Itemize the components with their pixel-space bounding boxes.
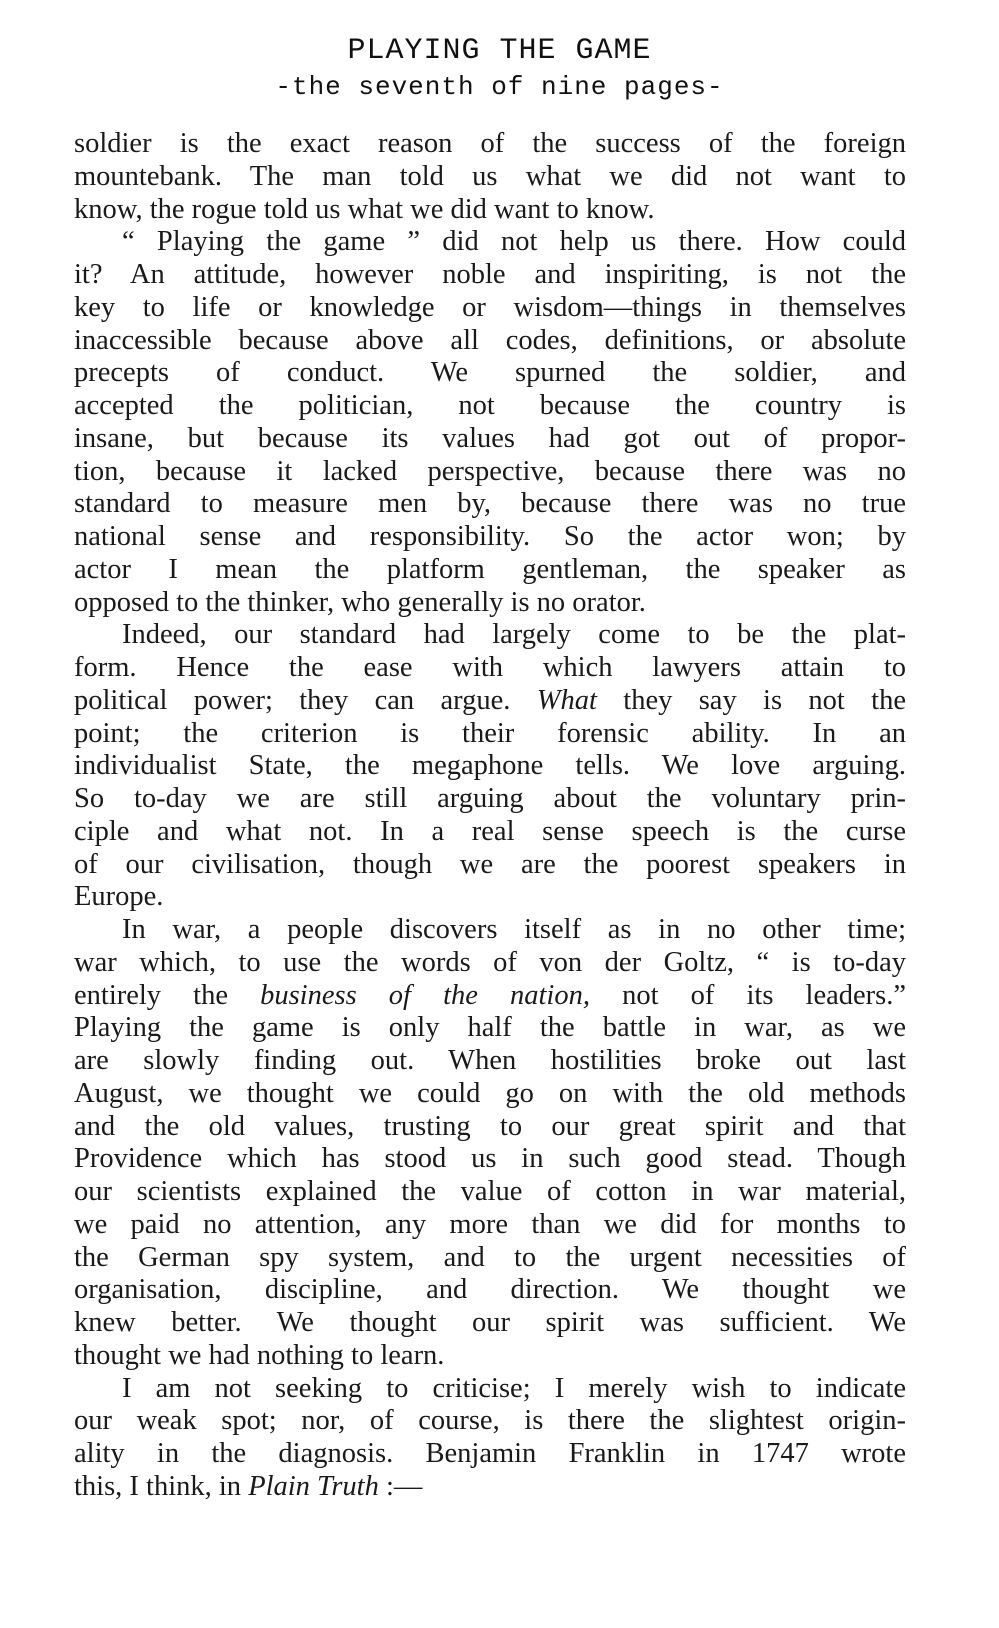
text-line — [74, 783, 906, 816]
text-segment: it? An attitude, however noble and inspiriting, is not the — [74, 259, 906, 290]
text-segment: the German spy system, and to the urgent necessities of — [74, 1241, 906, 1273]
text-line — [74, 292, 906, 325]
text-segment: precepts of conduct. We spurned the soldier, and — [74, 357, 906, 389]
text-line — [74, 1209, 906, 1242]
text-segment: organisation, discipline, and direction. We thought we — [74, 1274, 906, 1306]
text-segment: Providence which has stood us in such good stead. Though — [74, 1143, 906, 1175]
text-segment: individualist State, the megaphone tells. We love arguing. — [74, 750, 906, 782]
text-segment: Europe. — [74, 881, 164, 913]
text-line — [74, 1143, 906, 1176]
text-line — [74, 554, 906, 587]
text-line — [74, 652, 906, 685]
text-segment: ality in the diagnosis. Benjamin Franklin in 1747 wrote — [74, 1438, 906, 1469]
text-segment: soldier is the exact reason of the success of the foreign — [74, 128, 906, 159]
text-segment: of our civilisation, though we are the poorest speakers in — [74, 848, 906, 880]
text-segment: political power; they can argue. — [74, 684, 537, 716]
text-line — [74, 521, 906, 554]
text-line — [74, 1111, 906, 1144]
text-segment: opposed to the thinker, who generally is no orator. — [74, 586, 646, 618]
text-line — [74, 947, 906, 980]
italic-text: What — [536, 684, 597, 716]
text-segment: form. Hence the ease with which lawyers attain to — [74, 652, 906, 683]
text-segment: August, we thought we could go on with the old methods — [74, 1077, 906, 1109]
text-line — [74, 194, 906, 227]
text-line — [74, 849, 906, 882]
text-line — [74, 718, 906, 751]
text-segment: thought we had nothing to learn. — [74, 1339, 445, 1371]
text-line — [74, 750, 906, 783]
text-segment: I am not seeking to criticise; I merely wish to indicate — [122, 1372, 906, 1404]
text-line — [74, 1373, 906, 1406]
text-line — [74, 816, 906, 849]
text-line — [74, 1438, 906, 1471]
text-segment: knew better. We thought our spirit was sufficient. We — [74, 1307, 906, 1338]
text-segment: our scientists explained the value of cotton in war material, — [74, 1176, 906, 1207]
text-line — [74, 423, 906, 456]
text-segment: Playing the game is only half the battle in war, as we — [74, 1012, 906, 1044]
italic-text: business of the nation, — [260, 979, 590, 1011]
page-title: PLAYING THE GAME — [347, 34, 652, 68]
text-segment: “ Playing the game ” did not help us there. How could — [122, 226, 906, 258]
text-line — [74, 1045, 906, 1078]
text-segment: mountebank. The man told us what we did not want to — [74, 160, 906, 192]
text-line — [74, 1405, 906, 1438]
text-line — [74, 1176, 906, 1209]
text-segment: Indeed, our standard had largely come to be the plat- — [122, 619, 906, 651]
text-segment: accepted the politician, not because the country is — [74, 390, 906, 421]
text-line — [74, 1274, 906, 1307]
text-line — [74, 259, 906, 292]
article-body — [74, 128, 906, 1504]
text-segment: point; the criterion is their forensic ability. In an — [74, 717, 906, 749]
text-segment: national sense and responsibility. So the actor won; by — [74, 521, 906, 552]
text-line — [74, 980, 906, 1013]
page-subtitle: -the seventh of nine pages- — [275, 72, 724, 102]
text-line — [74, 226, 906, 259]
text-segment: they say is not the — [596, 684, 906, 716]
text-segment: and the old values, trusting to our great spirit and that — [74, 1110, 906, 1142]
text-segment: war which, to use the words of von der Goltz, “ is to-day — [74, 946, 906, 978]
text-line — [74, 161, 906, 194]
text-line — [74, 325, 906, 358]
text-line — [74, 390, 906, 423]
text-segment: are slowly finding out. When hostilities broke out last — [74, 1045, 906, 1076]
text-line — [74, 456, 906, 489]
text-segment: key to life or knowledge or wisdom—things in themselves — [74, 291, 906, 323]
text-segment: standard to measure men by, because there was no true — [74, 488, 906, 520]
text-line — [74, 914, 906, 947]
text-segment: entirely the — [74, 979, 261, 1011]
text-line — [74, 1242, 906, 1275]
text-line — [74, 1471, 906, 1504]
italic-text: Plain Truth — [248, 1470, 379, 1502]
text-segment: ciple and what not. In a real sense speech is the curse — [74, 815, 906, 847]
text-segment: tion, because it lacked perspective, because there was no — [74, 455, 906, 487]
text-segment: know, the rogue told us what we did want to know. — [74, 193, 655, 225]
text-segment: actor I mean the platform gentleman, the speaker as — [74, 553, 906, 585]
text-line — [74, 1078, 906, 1111]
text-segment: not of its leaders.” — [589, 979, 906, 1011]
text-segment: So to-day we are still arguing about the voluntary prin- — [74, 783, 906, 814]
text-segment: In war, a people discovers itself as in no other time; — [122, 914, 906, 945]
text-line — [74, 1307, 906, 1340]
text-line — [74, 357, 906, 390]
text-segment: insane, but because its values had got out of propor- — [74, 422, 906, 454]
text-line — [74, 128, 906, 161]
text-line — [74, 685, 906, 718]
text-segment: this, I think, in — [74, 1470, 249, 1502]
text-segment: inaccessible because above all codes, definitions, or absolute — [74, 324, 906, 356]
text-line — [74, 1340, 906, 1373]
text-line — [74, 587, 906, 620]
text-line — [74, 619, 906, 652]
text-line — [74, 488, 906, 521]
text-segment: we paid no attention, any more than we did for months to — [74, 1208, 906, 1240]
text-segment: :— — [378, 1470, 423, 1502]
text-line — [74, 881, 906, 914]
text-line — [74, 1012, 906, 1045]
text-segment: our weak spot; nor, of course, is there the slightest origin- — [74, 1405, 906, 1437]
